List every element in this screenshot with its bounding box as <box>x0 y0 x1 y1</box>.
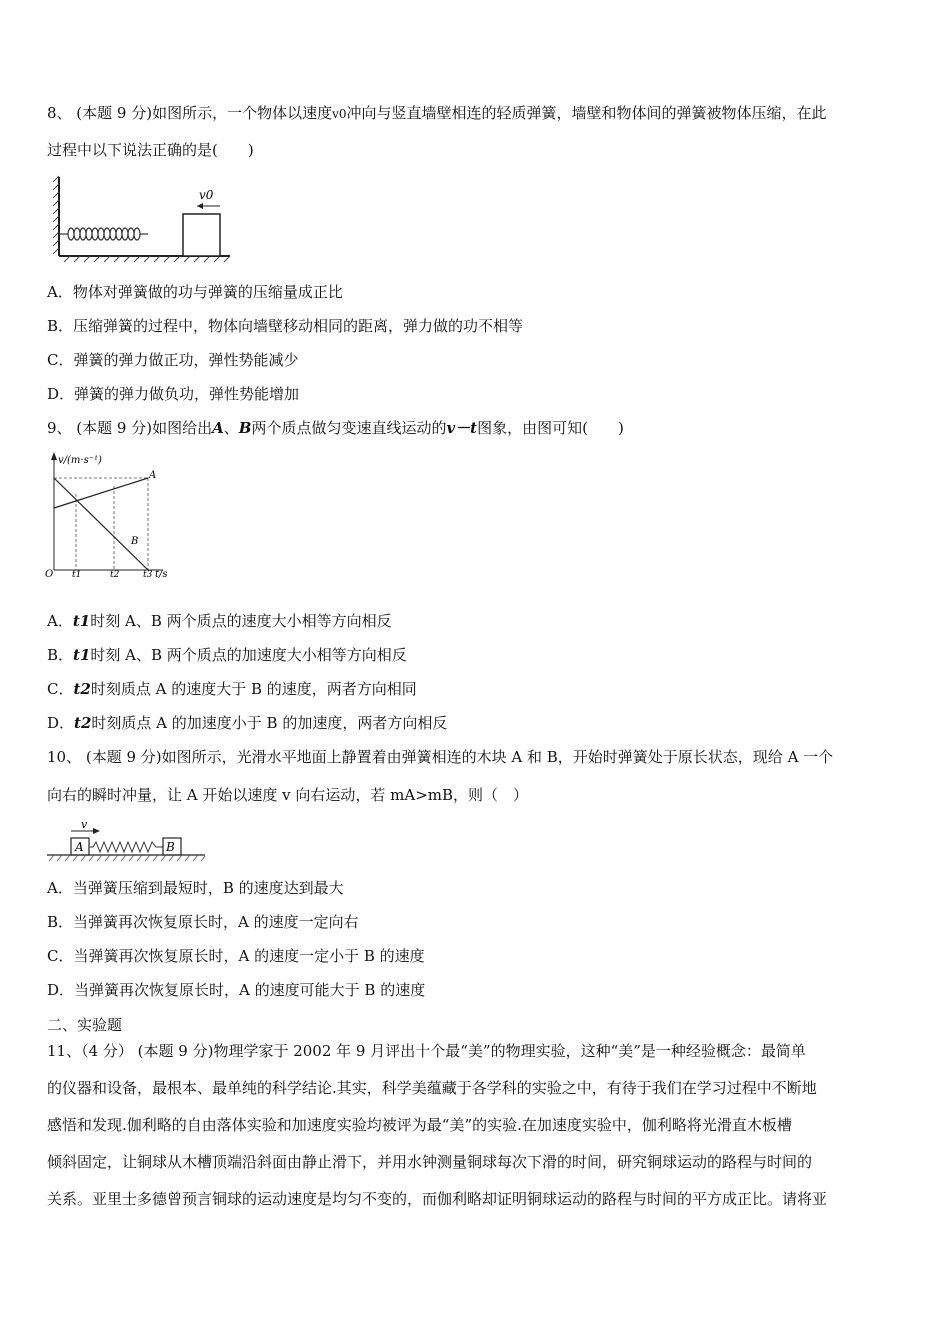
q9-option-b <box>47 645 407 665</box>
q9-stem-A: A <box>212 419 224 437</box>
q9-tick-t2: t2 <box>110 570 120 580</box>
q9-stem <box>47 418 624 438</box>
q11-line1: 11、（4 分） (本题 9 分)物理学家于 2002 年 9 月评出十个最“美”的物理实验，这种“美”是一种经验概念：最简单 <box>47 1042 806 1060</box>
q9-stem-a: 9、 (本题 9 分)如图给出 <box>47 419 213 437</box>
q11-line4: 倾斜固定，让铜球从木槽顶端沿斜面由静止滑下，并用水钟测量铜球每次下滑的时间，研究铜球运动的路程与时间的 <box>47 1153 813 1171</box>
q8-text-pre: 8、 (本题 9 分)如图所示，一个物体以速度 <box>47 104 333 122</box>
q10-line1: 10、 (本题 9 分)如图所示，光滑水平地面上静置着由弹簧相连的木块 A 和 B，开始时弹簧处于原长状态，现给 A 一个 <box>47 748 834 766</box>
q9-option-b-t: t1 <box>73 646 91 664</box>
q9-label-b: B <box>131 536 139 547</box>
q9-stem-vt: v－t <box>446 419 478 437</box>
q9-origin: O <box>45 569 54 580</box>
q10-fig-a: A <box>75 840 84 854</box>
q9-option-a-text: 时刻 A、B 两个质点的速度大小相等方向相反 <box>90 612 392 630</box>
q9-label-a: A <box>149 470 157 481</box>
q8-line1 <box>47 103 827 124</box>
q9-option-b-text: 时刻 A、B 两个质点的加速度大小相等方向相反 <box>90 646 407 664</box>
q10-option-b: B．当弹簧再次恢复原长时，A 的速度一定向右 <box>47 913 359 931</box>
q9-option-d-text: 时刻质点 A 的加速度小于 B 的加速度，两者方向相反 <box>91 714 448 732</box>
q9-line-b <box>54 478 148 570</box>
q11-line5: 关系。亚里士多德曾预言铜球的运动速度是均匀不变的，而伽利略却证明铜球运动的路程与时间的平方成正比。请将亚 <box>47 1190 828 1208</box>
q9-tick-t1: t1 <box>72 570 82 580</box>
q9-option-d-t: t2 <box>74 714 92 732</box>
q9-xlabel: t/s <box>155 569 168 580</box>
q9-tick-t3: t3 <box>143 570 153 580</box>
q10-fig-v: v <box>81 818 88 831</box>
q8-option-d: D．弹簧的弹力做负功，弹性势能增加 <box>47 385 300 403</box>
q8-text-post: 冲向与竖直墙壁相连的轻质弹簧，墙壁和物体间的弹簧被物体压缩，在此 <box>346 104 827 122</box>
q10-fig-b: B <box>166 840 175 854</box>
q9-ylabel: v/(m·s⁻¹) <box>58 455 102 466</box>
q9-vt-graph <box>45 450 185 582</box>
q8-option-b: B．压缩弹簧的过程中，物体向墙壁移动相同的距离，弹力做的功不相等 <box>47 317 524 335</box>
q9-option-a-pre: A． <box>47 612 73 630</box>
q9-line-a <box>54 478 148 508</box>
q11-line2: 的仪器和设备，最根本、最单纯的科学结论.其实，科学美蕴藏于各学科的实验之中，有待于我们在学习过程中不断地 <box>47 1079 817 1097</box>
q9-option-c <box>47 679 417 699</box>
q8-v0: v0 <box>332 107 347 121</box>
q10-option-c: C．当弹簧再次恢复原长时，A 的速度一定小于 B 的速度 <box>47 947 425 965</box>
q9-option-d <box>47 713 447 733</box>
q8-line2: 过程中以下说法正确的是( ) <box>47 141 254 159</box>
q10-option-a: A．当弹簧压缩到最短时，B 的速度达到最大 <box>47 879 344 897</box>
q8-fig-v0-label: v0 <box>199 188 214 202</box>
q10-line2: 向右的瞬时冲量，让 A 开始以速度 v 向右运动，若 mA>mB，则（ ） <box>47 786 529 804</box>
q8-option-c: C．弹簧的弹力做正功，弹性势能减少 <box>47 351 299 369</box>
q9-stem-sep: 、 <box>223 419 239 437</box>
q9-option-c-pre: C． <box>47 680 74 698</box>
q9-option-c-text: 时刻质点 A 的速度大于 B 的速度，两者方向相同 <box>90 680 417 698</box>
q9-option-a <box>47 611 392 631</box>
q9-option-c-t: t2 <box>73 680 91 698</box>
q8-figure <box>50 172 240 264</box>
q9-stem-c: 图象，由图可知( ) <box>477 419 624 437</box>
q11-line3: 感悟和发现.伽利略的自由落体实验和加速度实验均被评为最“美”的实验.在加速度实验中，伽利略将光滑直木板槽 <box>47 1116 792 1134</box>
q10-option-d: D．当弹簧再次恢复原长时，A 的速度可能大于 B 的速度 <box>47 981 426 999</box>
q10-figure <box>45 816 210 866</box>
q9-stem-B: B <box>238 419 252 437</box>
section-heading: 二、实验题 <box>47 1016 123 1034</box>
q9-stem-b: 两个质点做匀变速直线运动的 <box>251 419 447 437</box>
q9-option-b-pre: B． <box>47 646 74 664</box>
q9-option-a-t: t1 <box>72 612 91 630</box>
q9-option-d-pre: D． <box>47 714 75 732</box>
q8-option-a: A．物体对弹簧做的功与弹簧的压缩量成正比 <box>47 283 343 301</box>
